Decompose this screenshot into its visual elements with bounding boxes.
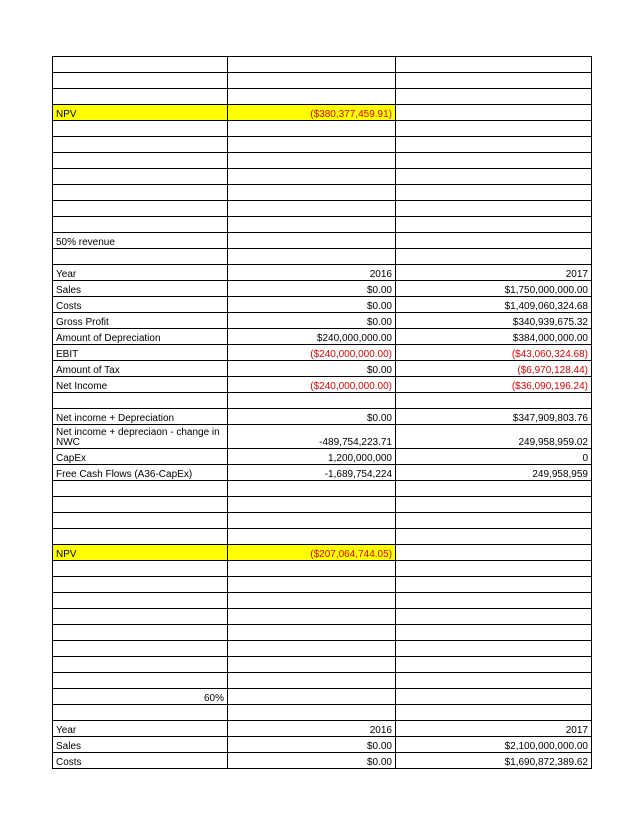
cell-c[interactable] xyxy=(396,625,592,641)
table-row xyxy=(53,377,592,393)
table-row xyxy=(53,545,592,561)
cell-a[interactable] xyxy=(53,57,228,73)
table-row xyxy=(53,705,592,721)
cell-b[interactable] xyxy=(228,529,396,545)
cell-b[interactable] xyxy=(228,593,396,609)
cell-b[interactable] xyxy=(228,481,396,497)
table-row xyxy=(53,593,592,609)
cell-b[interactable] xyxy=(228,169,396,185)
cell-c[interactable] xyxy=(396,73,592,89)
cell-b[interactable] xyxy=(228,497,396,513)
cell-b[interactable] xyxy=(228,689,396,705)
cell-c[interactable] xyxy=(396,233,592,249)
cell-c[interactable]: ($6,970,128.44) xyxy=(396,361,592,377)
cell-c[interactable] xyxy=(396,497,592,513)
cell-a[interactable]: Net income + Depreciation xyxy=(53,409,228,425)
cell-c[interactable] xyxy=(396,689,592,705)
cell-b[interactable] xyxy=(228,609,396,625)
cell-a[interactable] xyxy=(53,641,228,657)
spreadsheet-grid xyxy=(52,56,592,769)
cell-a[interactable] xyxy=(53,121,228,137)
table-row xyxy=(53,393,592,409)
cell-a[interactable]: Free Cash Flows (A36-CapEx) xyxy=(53,465,228,481)
spreadsheet xyxy=(52,56,591,769)
table-row xyxy=(53,409,592,425)
table-row xyxy=(53,217,592,233)
table-row xyxy=(53,233,592,249)
cell-b[interactable] xyxy=(228,153,396,169)
cell-b[interactable]: $0.00 xyxy=(228,753,396,769)
cell-b[interactable] xyxy=(228,393,396,409)
cell-c[interactable] xyxy=(396,577,592,593)
cell-c[interactable] xyxy=(396,545,592,561)
table-row xyxy=(53,737,592,753)
cell-b[interactable]: $0.00 xyxy=(228,737,396,753)
cell-c[interactable]: $1,750,000,000.00 xyxy=(396,281,592,297)
cell-a[interactable] xyxy=(53,497,228,513)
cell-c[interactable] xyxy=(396,57,592,73)
table-row xyxy=(53,57,592,73)
table-row xyxy=(53,137,592,153)
cell-c[interactable] xyxy=(396,89,592,105)
cell-a[interactable] xyxy=(53,529,228,545)
cell-b[interactable] xyxy=(228,233,396,249)
cell-c[interactable] xyxy=(396,673,592,689)
cell-c[interactable]: 249,958,959 xyxy=(396,465,592,481)
cell-b[interactable]: ($240,000,000.00) xyxy=(228,377,396,393)
cell-a[interactable] xyxy=(53,393,228,409)
table-row xyxy=(53,105,592,121)
cell-c[interactable]: $347,909,803.76 xyxy=(396,409,592,425)
table-row xyxy=(53,721,592,737)
cell-b[interactable] xyxy=(228,657,396,673)
cell-b[interactable] xyxy=(228,625,396,641)
cell-c[interactable] xyxy=(396,561,592,577)
table-row xyxy=(53,481,592,497)
cell-c[interactable]: $1,409,060,324.68 xyxy=(396,297,592,313)
cell-c[interactable] xyxy=(396,121,592,137)
table-row xyxy=(53,609,592,625)
table-row xyxy=(53,753,592,769)
cell-a[interactable]: Costs xyxy=(53,297,228,313)
cell-b[interactable]: $0.00 xyxy=(228,281,396,297)
cell-c[interactable] xyxy=(396,393,592,409)
table-row xyxy=(53,281,592,297)
table-row xyxy=(53,641,592,657)
table-row xyxy=(53,153,592,169)
table-row xyxy=(53,689,592,705)
cell-c[interactable] xyxy=(396,609,592,625)
cell-b[interactable] xyxy=(228,57,396,73)
cell-b[interactable] xyxy=(228,89,396,105)
cell-a[interactable]: Year xyxy=(53,721,228,737)
cell-a[interactable] xyxy=(53,249,228,265)
cell-c[interactable] xyxy=(396,657,592,673)
cell-b[interactable]: 1,200,000,000 xyxy=(228,449,396,465)
cell-a[interactable]: Net Income xyxy=(53,377,228,393)
table-row xyxy=(53,465,592,481)
cell-c[interactable] xyxy=(396,249,592,265)
cell-c[interactable]: $340,939,675.32 xyxy=(396,313,592,329)
cell-b[interactable]: $0.00 xyxy=(228,313,396,329)
cell-c[interactable] xyxy=(396,217,592,233)
table-row xyxy=(53,185,592,201)
cell-b[interactable] xyxy=(228,561,396,577)
cell-b[interactable] xyxy=(228,217,396,233)
cell-a[interactable] xyxy=(53,89,228,105)
table-row xyxy=(53,625,592,641)
cell-c[interactable]: 2017 xyxy=(396,721,592,737)
cell-c[interactable] xyxy=(396,105,592,121)
cell-a[interactable]: 50% revenue xyxy=(53,233,228,249)
cell-a[interactable] xyxy=(53,169,228,185)
cell-c[interactable]: 0 xyxy=(396,449,592,465)
cell-c[interactable]: ($43,060,324.68) xyxy=(396,345,592,361)
cell-b[interactable]: $0.00 xyxy=(228,409,396,425)
cell-b[interactable] xyxy=(228,137,396,153)
cell-a[interactable] xyxy=(53,73,228,89)
cell-a[interactable] xyxy=(53,481,228,497)
cell-a[interactable] xyxy=(53,137,228,153)
cell-b[interactable]: -1,689,754,224 xyxy=(228,465,396,481)
cell-b[interactable] xyxy=(228,249,396,265)
cell-c[interactable] xyxy=(396,705,592,721)
cell-c[interactable]: $384,000,000.00 xyxy=(396,329,592,345)
cell-b[interactable] xyxy=(228,201,396,217)
table-row xyxy=(53,265,592,281)
cell-b[interactable]: $0.00 xyxy=(228,297,396,313)
cell-c[interactable] xyxy=(396,641,592,657)
cell-a[interactable]: Amount of Tax xyxy=(53,361,228,377)
cell-a[interactable]: Year xyxy=(53,265,228,281)
table-row xyxy=(53,297,592,313)
cell-b[interactable] xyxy=(228,73,396,89)
table-row xyxy=(53,513,592,529)
table-row xyxy=(53,89,592,105)
cell-b[interactable]: 2016 xyxy=(228,265,396,281)
cell-b[interactable]: ($207,064,744.05) xyxy=(228,545,396,561)
cell-c[interactable] xyxy=(396,481,592,497)
cell-a[interactable]: EBIT xyxy=(53,345,228,361)
cell-b[interactable]: -489,754,223.71 xyxy=(228,425,396,449)
cell-c[interactable]: $2,100,000,000.00 xyxy=(396,737,592,753)
cell-a[interactable]: 60% xyxy=(53,689,228,705)
cell-a[interactable]: Sales xyxy=(53,737,228,753)
table-row xyxy=(53,577,592,593)
cell-b[interactable]: ($240,000,000.00) xyxy=(228,345,396,361)
cell-b[interactable]: $0.00 xyxy=(228,361,396,377)
cell-a[interactable] xyxy=(53,705,228,721)
cell-b[interactable]: ($380,377,459.91) xyxy=(228,105,396,121)
cell-b[interactable]: $240,000,000.00 xyxy=(228,329,396,345)
cell-c[interactable] xyxy=(396,513,592,529)
cell-c[interactable]: ($36,090,196.24) xyxy=(396,377,592,393)
cell-a[interactable]: NPV xyxy=(53,545,228,561)
cell-a[interactable] xyxy=(53,185,228,201)
table-row xyxy=(53,201,592,217)
cell-a[interactable] xyxy=(53,625,228,641)
table-row xyxy=(53,425,592,449)
cell-c[interactable]: 2017 xyxy=(396,265,592,281)
table-row xyxy=(53,497,592,513)
table-row xyxy=(53,121,592,137)
cell-c[interactable] xyxy=(396,169,592,185)
cell-a[interactable] xyxy=(53,561,228,577)
table-row xyxy=(53,249,592,265)
cell-b[interactable] xyxy=(228,673,396,689)
cell-b[interactable] xyxy=(228,185,396,201)
cell-b[interactable] xyxy=(228,577,396,593)
table-row xyxy=(53,169,592,185)
cell-a[interactable]: CapEx xyxy=(53,449,228,465)
cell-c[interactable]: $1,690,872,389.62 xyxy=(396,753,592,769)
cell-b[interactable] xyxy=(228,705,396,721)
table-row xyxy=(53,345,592,361)
cell-a[interactable] xyxy=(53,673,228,689)
table-row xyxy=(53,657,592,673)
cell-a[interactable] xyxy=(53,577,228,593)
cell-a[interactable]: Amount of Depreciation xyxy=(53,329,228,345)
cell-a[interactable]: Costs xyxy=(53,753,228,769)
cell-a[interactable] xyxy=(53,657,228,673)
cell-a[interactable] xyxy=(53,201,228,217)
cell-a[interactable]: Net income + depreciaon - change in NWC xyxy=(53,425,228,449)
cell-c[interactable]: 249,958,959.02 xyxy=(396,425,592,449)
table-row xyxy=(53,329,592,345)
cell-a[interactable]: NPV xyxy=(53,105,228,121)
cell-a[interactable]: Sales xyxy=(53,281,228,297)
cell-b[interactable] xyxy=(228,121,396,137)
cell-a[interactable]: Gross Profit xyxy=(53,313,228,329)
table-row xyxy=(53,673,592,689)
table-row xyxy=(53,313,592,329)
cell-c[interactable] xyxy=(396,593,592,609)
cell-b[interactable] xyxy=(228,513,396,529)
cell-a[interactable] xyxy=(53,217,228,233)
cell-a[interactable] xyxy=(53,153,228,169)
cell-c[interactable] xyxy=(396,201,592,217)
grid-body xyxy=(53,57,592,769)
cell-b[interactable] xyxy=(228,641,396,657)
cell-c[interactable] xyxy=(396,137,592,153)
cell-c[interactable] xyxy=(396,529,592,545)
cell-c[interactable] xyxy=(396,185,592,201)
table-row xyxy=(53,529,592,545)
table-row xyxy=(53,561,592,577)
cell-a[interactable] xyxy=(53,513,228,529)
table-row xyxy=(53,73,592,89)
cell-a[interactable] xyxy=(53,593,228,609)
cell-c[interactable] xyxy=(396,153,592,169)
table-row xyxy=(53,361,592,377)
cell-b[interactable]: 2016 xyxy=(228,721,396,737)
cell-a[interactable] xyxy=(53,609,228,625)
table-row xyxy=(53,449,592,465)
